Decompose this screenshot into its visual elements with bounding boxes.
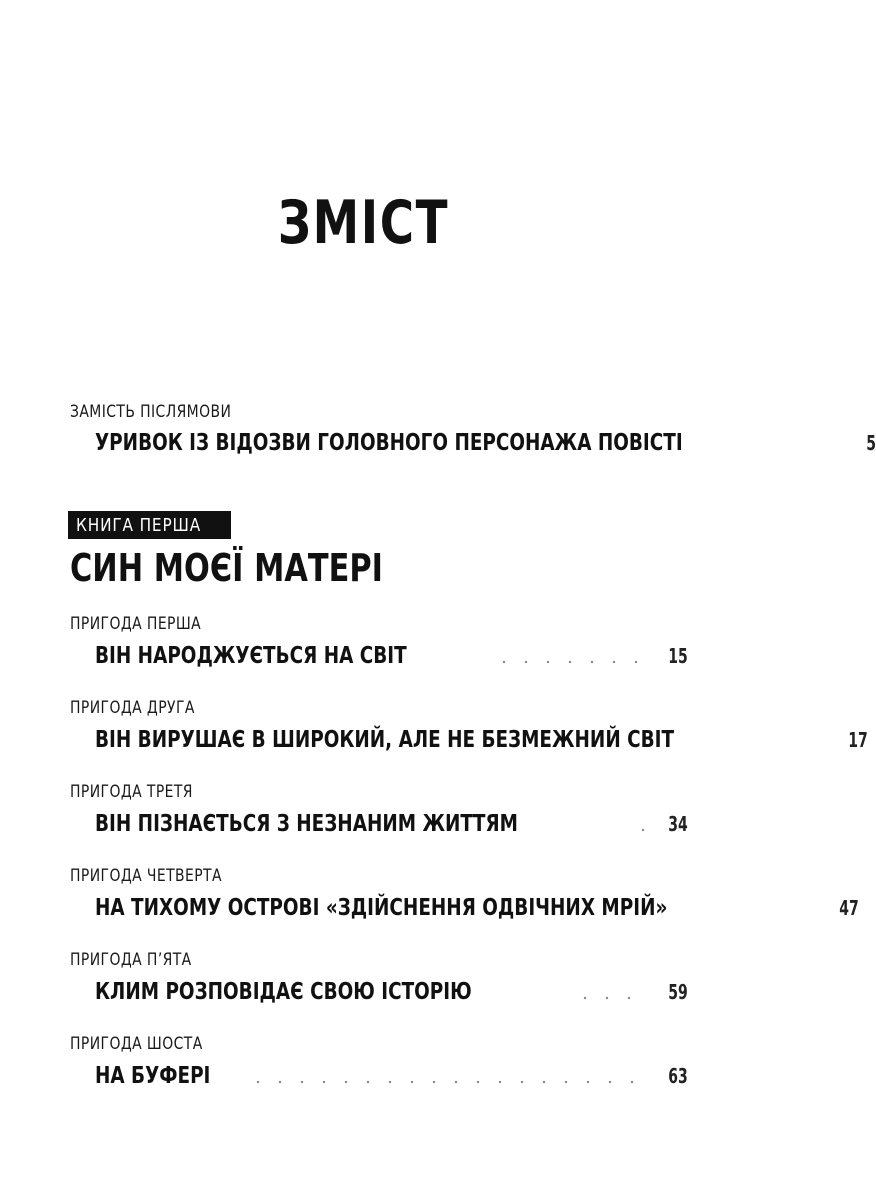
chapter-label: ПРИГОДА ТРЕТЯ <box>70 782 193 802</box>
book-title: СИН МОЄЇ МАТЕРІ <box>70 546 383 590</box>
toc-entry[interactable] <box>95 809 688 839</box>
book-label <box>68 511 231 539</box>
toc-page-number: 17 <box>848 728 868 752</box>
chapter-label: ПРИГОДА ПЕРША <box>70 614 202 634</box>
toc-page-number: 5 <box>865 431 876 455</box>
toc-page-number: 47 <box>839 896 860 920</box>
toc-entry[interactable] <box>95 977 688 1007</box>
dot-leader <box>247 1080 647 1084</box>
toc-page-number: 34 <box>668 812 688 836</box>
toc-page-number: 59 <box>668 980 688 1004</box>
dot-leader <box>493 660 647 664</box>
toc-entry-title: ВІН ПІЗНАЄТЬСЯ З НЕЗНАНИМ ЖИТТЯМ <box>95 811 518 837</box>
preface-label: ЗАМІСТЬ ПІСЛЯМОВИ <box>70 402 232 422</box>
toc-entry-title: ВІН ВИРУШАЄ В ШИРОКИЙ, АЛЕ НЕ БЕЗМЕЖНИЙ СВІТ <box>95 727 675 753</box>
toc-entry-title: КЛИМ РОЗПОВІДАЄ СВОЮ ІСТОРІЮ <box>95 979 472 1005</box>
chapter-label: ПРИГОДА ШОСТА <box>70 1034 203 1054</box>
dot-leader <box>632 828 647 832</box>
toc-entry-preface[interactable] <box>95 428 876 458</box>
toc-entry[interactable] <box>95 641 688 671</box>
dot-leader <box>574 996 647 1000</box>
toc-entry[interactable] <box>95 893 860 923</box>
toc-page-number: 15 <box>668 644 688 668</box>
toc-page-number: 63 <box>668 1064 688 1088</box>
page-title: ЗМІСТ <box>277 188 450 258</box>
toc-entry-title: ВІН НАРОДЖУЄТЬСЯ НА СВІТ <box>95 643 407 669</box>
toc-entry[interactable] <box>95 1061 688 1091</box>
chapter-label: ПРИГОДА ЧЕТВЕРТА <box>70 866 222 886</box>
toc-entry-title: НА БУФЕРІ <box>95 1063 211 1089</box>
toc-entry-title: УРИВОК ІЗ ВІДОЗВИ ГОЛОВНОГО ПЕРСОНАЖА ПОВІСТІ <box>95 430 683 456</box>
toc-entry-title: НА ТИХОМУ ОСТРОВІ «ЗДІЙСНЕННЯ ОДВІЧНИХ МРІЙ» <box>95 895 668 921</box>
chapter-label: ПРИГОДА ДРУГА <box>70 698 195 718</box>
chapter-label: ПРИГОДА П’ЯТА <box>70 950 192 970</box>
book-label-text: КНИГА ПЕРША <box>76 514 202 536</box>
toc-entry[interactable] <box>95 725 868 755</box>
